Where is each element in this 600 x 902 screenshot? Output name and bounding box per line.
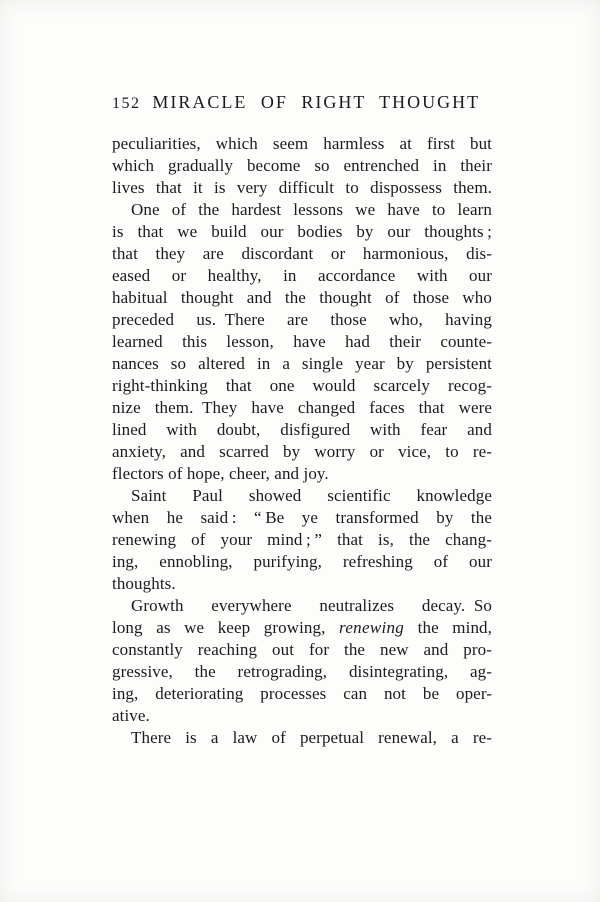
text-line: One of the hardest lessons we have to learn	[131, 200, 492, 219]
text-line: is that we build our bodies by our thoughts ;	[112, 222, 492, 241]
text-line: lives that it is very difficult to dispossess them.	[112, 178, 492, 197]
text-line: right-thinking that one would scarcely recog-	[112, 376, 492, 395]
text-line: habitual thought and the thought of those who	[112, 288, 492, 307]
page-body	[112, 133, 492, 749]
paragraph	[112, 133, 492, 199]
text-line: peculiarities, which seem harmless at first but	[112, 134, 492, 153]
text-line: Saint Paul showed scientific knowledge	[131, 486, 492, 505]
running-title: MIRACLE OF RIGHT THOUGHT	[152, 92, 481, 112]
page-header	[112, 92, 492, 113]
text-line: lined with doubt, disfigured with fear and	[112, 420, 492, 439]
paragraph	[112, 727, 492, 749]
text-line: There is a law of perpetual renewal, a re-	[131, 728, 492, 747]
text-line: constantly reaching out for the new and pro-	[112, 640, 492, 659]
paragraph	[112, 485, 492, 595]
text-line: that they are discordant or harmonious, dis-	[112, 244, 492, 263]
text-line: anxiety, and scarred by worry or vice, to re-	[112, 442, 492, 461]
text-line: long as we keep growing, renewing the mind,	[112, 618, 492, 637]
text-line: when he said : “ Be ye transformed by the	[112, 508, 492, 527]
text-line: nances so altered in a single year by persistent	[112, 354, 492, 373]
text-line: gressive, the retrograding, disintegrating, ag-	[112, 662, 492, 681]
text-line: flectors of hope, cheer, and joy.	[112, 464, 329, 483]
text-line: Growth everywhere neutralizes decay. So	[131, 596, 492, 615]
text-line: learned this lesson, have had their counte-	[112, 332, 492, 351]
text-line: thoughts.	[112, 574, 176, 593]
text-line: nize them. They have changed faces that were	[112, 398, 492, 417]
page-number: 152	[112, 95, 141, 112]
text-line: renewing of your mind ; ” that is, the chang-	[112, 530, 492, 549]
paragraph	[112, 595, 492, 727]
text-line: eased or healthy, in accordance with our	[112, 266, 492, 285]
text-line: preceded us. There are those who, having	[112, 310, 492, 329]
text-line: ative.	[112, 706, 150, 725]
text-line: ing, ennobling, purifying, refreshing of our	[112, 552, 492, 571]
paragraph	[112, 199, 492, 485]
text-line: ing, deteriorating processes can not be oper-	[112, 684, 492, 703]
text-line: which gradually become so entrenched in their	[112, 156, 492, 175]
